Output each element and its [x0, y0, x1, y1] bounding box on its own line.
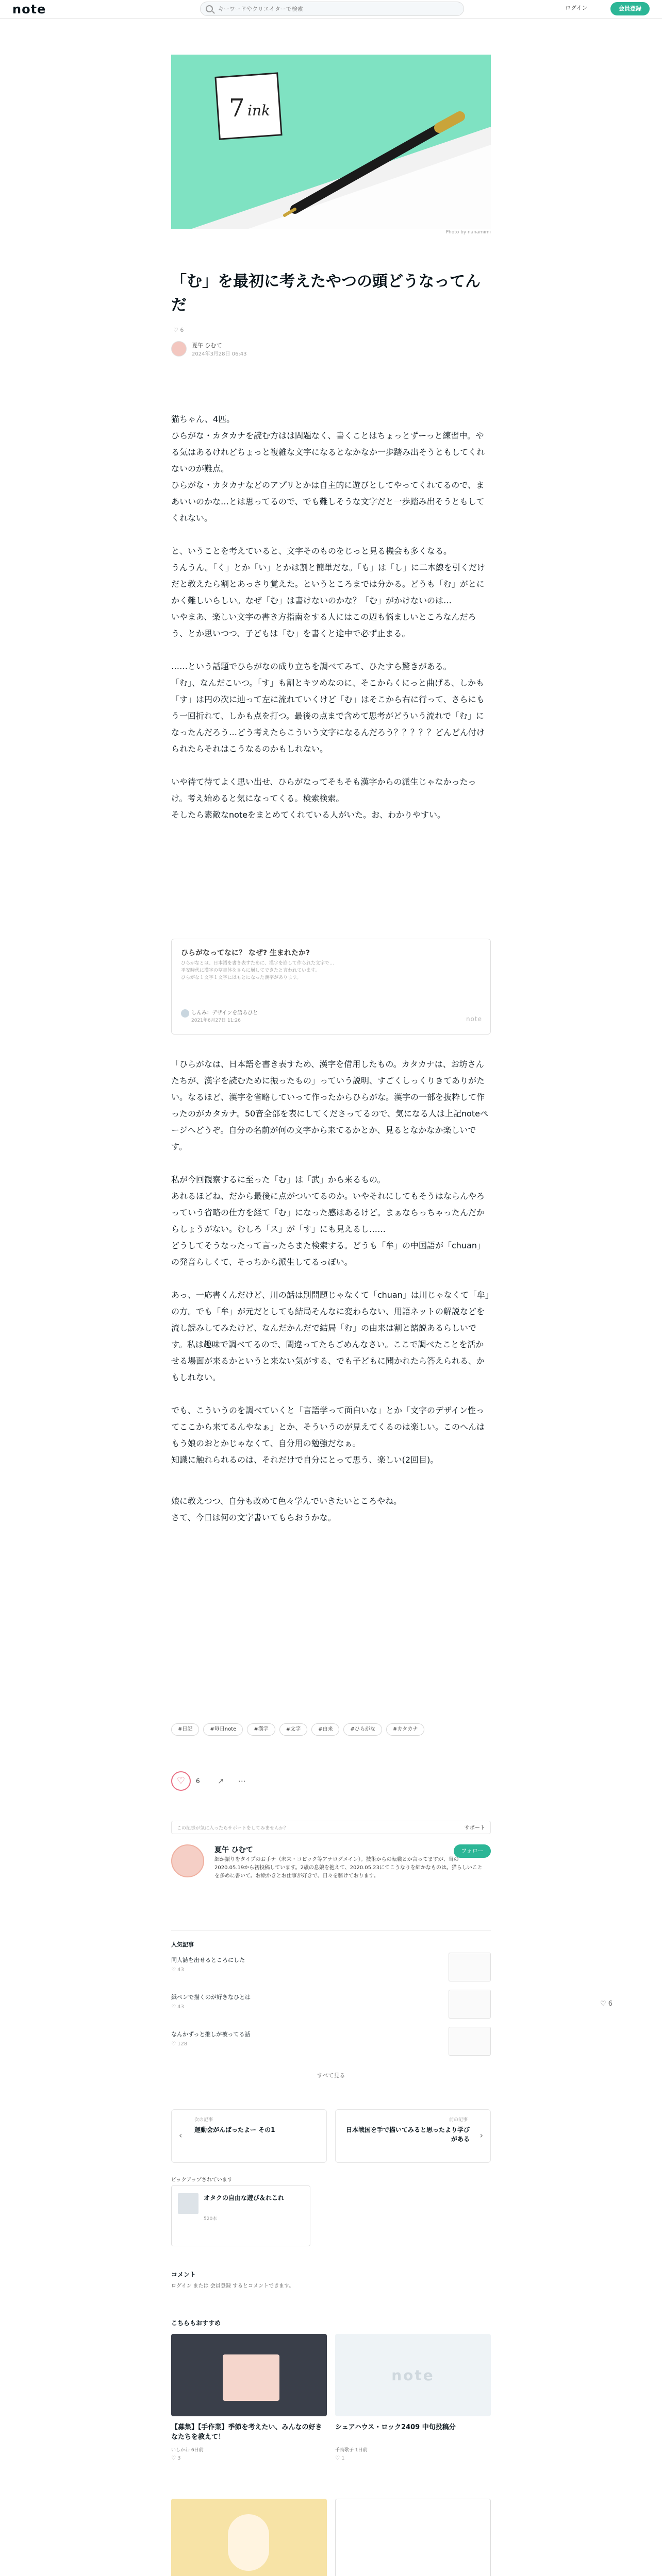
paragraph: 「ひらがなは、日本語を書き表すため、漢字を借用したもの。カタカナは、お坊さんたちが、漢字を読むために振ったもの」っていう説明、すごくしっくりきてありがたい。なるほど、漢字を省略していって作ったからひらがな。漢字の一部を抜粋して作ったのがカタカナ。50音全部を表にしてくださってるので、気になる人は上記noteページへどうぞ。自分の名前が何の文字から来てるかとか、見るとなかなか楽しいです。 [171, 1059, 488, 1151]
embed-description: ひらがなとは、日本語を書き表すために、漢字を崩して作られた文字で… 平安時代に漢字の草書体をさらに崩してできたと言われています。 ひらがな１文字１文字にはもとになった漢字があります。 [181, 961, 335, 980]
embed-author: しんみ：デザインを語るひと [191, 1010, 258, 1016]
author-block[interactable] [171, 340, 377, 359]
article-body-part2 [171, 1056, 491, 1543]
popular-likes: ♡ 43 [171, 1967, 184, 1973]
hashtag[interactable]: #由来 [311, 1723, 339, 1736]
next-article-card[interactable] [171, 2109, 327, 2163]
list-item[interactable] [171, 2027, 491, 2059]
more-icon[interactable]: ⋯ [238, 1776, 246, 1786]
avatar[interactable] [171, 1844, 204, 1877]
embed-note-logo: note [466, 1015, 482, 1023]
recommend-heading: こちらもおすすめ [171, 2319, 221, 2327]
svg-text:7: 7 [229, 94, 245, 123]
hashtag[interactable]: #ひらがな [343, 1723, 382, 1736]
like-summary: ♡ 6 [173, 327, 184, 333]
login-link[interactable]: ログイン [565, 5, 588, 11]
search-box[interactable] [200, 2, 464, 16]
popular-thumbnail[interactable] [449, 1953, 491, 1981]
card-image[interactable] [335, 2334, 491, 2416]
see-all-link[interactable]: すべて見る [317, 2072, 345, 2079]
signup-button[interactable]: 会員登録 [610, 2, 650, 15]
author-name[interactable]: 夏午 ひむて [192, 342, 222, 349]
paragraph: あっ、一応書くんだけど、川の話は別問題じゃなくて「chuan」は川じゃなくて「牟」の方。でも「牟」が元だとしても結局そんなに変わらない、用語ネットの解説などを流し読みしてみたけど、なんだかんだで結局「む」の由来は割と諸説あるらしいです。私は趣味で調べてるので、間違ってたらごめんなさい。ここで調べたことを活かせる場面が来るかというと来ない気がする、でも子どもに聞かれたら答えられる、かもしれない。 [171, 1290, 489, 1382]
like-summary-count: 6 [180, 327, 184, 333]
support-text: この記事が気に入ったらサポートをしてみませんか？ [177, 1826, 289, 1831]
paragraph: ……という話題でひらがなの成り立ちを調べてみて、ひたすら驚きがある。 「む」、なんだこいつ。「す」も割とキツめなのに、そこからくにっと曲げる、しかも「す」は円の次に辿って左に流れていくけど「む」はそこから右に行って、さらにもう一回折れて、しかも点を打つ。最後の点まで含めて思考がどういう流れで「む」になったんだろう…どう考えたらこういう文字になるんだろう？？？？？どんどん付けられたらそれはこうなるのかもしれない。 [171, 662, 485, 754]
card-title[interactable]: 【募集】【手作業】季節を考えたい、みんなの好きなたちを教えて！ [171, 2424, 322, 2441]
nav-label: 前の記事 [449, 2117, 468, 2123]
embed-title[interactable]: ひらがなってなに？ なぜ? 生まれたか? [181, 949, 310, 957]
card-author: いしかわ 6日前 [171, 2448, 204, 2453]
paragraph: 猫ちゃん、4匹。 ひらがな・カタカナを読む方はは問題なく、書くことはちょっとずーっと練習中。やる気はあるけれどちょっと複雑な文字になるとなかなか一歩踏み出そうともしてくれないのが難点。 ひらがな・カタカナなどのアプリとかは自主的に遊びとしてやってくれてるので、まあいいのかな…とは思ってるので、でも難しそうな文字だと一歩踏み出そうともしてくれない。 [171, 414, 485, 523]
hashtag[interactable]: #漢字 [247, 1723, 275, 1736]
recommend-card[interactable] [335, 2334, 491, 2488]
recommend-card[interactable] [171, 2334, 327, 2488]
popular-heading: 人気記事 [171, 1941, 194, 1948]
list-item[interactable] [171, 1990, 491, 2022]
note-logo[interactable]: note [12, 2, 46, 16]
card-image[interactable] [171, 2499, 327, 2576]
like-count: 6 [196, 1777, 200, 1785]
like-button[interactable]: ♡ [171, 1771, 191, 1791]
card-likes: ♡ 1 [335, 2455, 345, 2461]
chevron-right-icon: › [479, 2130, 483, 2140]
pickup-label: ピックアップされています [171, 2177, 233, 2183]
paragraph: 娘に教えつつ、自分も改めて色々学んでいきたいところやね。 さて、今日は何の文字書いてもらおうかな。 [171, 1496, 402, 1522]
author-profile [171, 1844, 491, 1931]
svg-text:ink: ink [247, 102, 270, 119]
embed-date: 2021年6月27日 11:26 [191, 1018, 241, 1023]
image-credit: Photo by nanamimi [445, 230, 491, 235]
pickup-magazine-card[interactable] [171, 2185, 310, 2246]
article-body-part1 [171, 411, 491, 840]
hashtag[interactable]: #文字 [279, 1723, 307, 1736]
comment-heading: コメント [171, 2271, 196, 2278]
magazine-thumbnail [178, 2193, 198, 2214]
hashtag-list [171, 1723, 491, 1738]
previous-article-card[interactable] [335, 2109, 491, 2163]
popular-thumbnail[interactable] [449, 2027, 491, 2056]
share-icon[interactable]: ↗ [218, 1776, 224, 1786]
recommend-card[interactable] [171, 2499, 327, 2576]
popular-thumbnail[interactable] [449, 1990, 491, 2019]
search-icon [206, 5, 213, 12]
card-author: 千鳥歌子 1日前 [335, 2448, 368, 2453]
article-title: 「む」を最初に考えたやつの頭どうなってんだ [171, 273, 481, 314]
card-title[interactable]: シェアハウス・ロック2409 中旬投稿分 [335, 2424, 456, 2431]
hero-image [171, 55, 491, 229]
hashtag[interactable]: #毎日note [203, 1723, 243, 1736]
profile-name[interactable]: 夏午 ひむて [214, 1846, 253, 1854]
popular-title[interactable]: なんかずっと推しが被ってる話 [171, 2031, 251, 2038]
nav-title[interactable]: 運動会がんばったよー その1 [194, 2126, 275, 2133]
support-button[interactable]: サポート [465, 1825, 485, 1831]
note-logo-placeholder: note [391, 2367, 435, 2384]
list-item[interactable] [171, 1953, 491, 1985]
embedded-note-card[interactable] [171, 939, 491, 1035]
paragraph: でも、こういうのを調べていくと「言語学って面白いな」とか「文字のデザイン性ってここから来てるんやなぁ」とか、そういうのが見えてくるのは楽しい。このへんはもう娘のおとかじゃなくて、自分用の勉強だなぁ。 知識に触れられるのは、それだけで自分にとって思う、楽しい(2回目)。 [171, 1405, 485, 1465]
paragraph: 私が今回観察するに至った「む」は「武」から来るもの。 あれるほどね、だから最後に点がついてるのか。いやそれにしてもそうはならんやろっていう省略の仕方を経て「む」になった感はあるけど。まぁならっちゃったんだからしょうがない。むしろ「ス」が「す」にも見えるし…… どうしてそうなったって言ったらまた検索する。どうも「牟」の中国語が「chuan」の発音らしくて、そっちから派生してるっぽい。 [171, 1175, 486, 1267]
avatar[interactable] [171, 341, 187, 357]
search-input[interactable] [218, 4, 455, 13]
article-actions [171, 1771, 491, 1792]
publish-date: 2024年3月28日 06:43 [192, 351, 247, 357]
follow-button[interactable]: フォロー [454, 1844, 491, 1858]
floating-like-count[interactable]: ♡ 6 [600, 2000, 613, 2008]
hashtag[interactable]: #カタカナ [386, 1723, 424, 1736]
popular-title[interactable]: 同人誌を出せるところにした [171, 1957, 245, 1963]
nav-title[interactable]: 日本戦国を手で描いてみると思ったより学びがある [346, 2126, 470, 2143]
avatar [181, 1009, 189, 1018]
chevron-left-icon: ‹ [179, 2130, 183, 2140]
global-header [0, 0, 662, 19]
popular-title[interactable]: 紙ペンで描くのが好きなひとは [171, 1994, 251, 2001]
magazine-count: 520本 [204, 2216, 218, 2222]
profile-description: 細か振りをタイプのお手ナ（未来・コピック等アナログメイン）。技術からの転職とか言ってますが、当の2020.05.19から初投稿しています。2歳の息娘を抱えて、2020.05.23にてこうなりを細かなものは。猫らしいことを多めに書いて。お絵かきとお仕事が好きで、日々を駆けております。 [214, 1857, 483, 1879]
comment-login-note[interactable]: ログイン または 会員登録 するとコメントできます。 [171, 2283, 294, 2289]
popular-likes: ♡ 43 [171, 2004, 184, 2010]
card-image[interactable] [171, 2334, 327, 2416]
card-likes: ♡ 3 [171, 2455, 181, 2461]
popular-likes: ♡ 128 [171, 2041, 188, 2047]
magazine-title[interactable]: オタクの自由な遊び＆れこれ [204, 2194, 285, 2201]
paragraph: と、いうことを考えていると、文字そのものをじっと見る機会も多くなる。 うんうん。「く」とか「い」とかは割と簡単だな。「も」は「し」に二本線を引くだけだと教えたら割とあっさり覚えた。というところまでは分かる。どうも「む」がとにかく難しいらしい。なぜ「む」は書けないのかな？「む」がかけないのは… いやまあ、楽しい文字の書き方指南をする人にはこの辺も悩ましいところなんだろう、とか思いつつ、子どもは「む」を書くと途中で必ず止まる。 [171, 546, 485, 638]
card-image[interactable] [335, 2499, 491, 2576]
nav-label: 次の記事 [194, 2117, 213, 2123]
hashtag[interactable]: #日記 [171, 1723, 199, 1736]
paragraph: いや待て待てよく思い出せ、ひらがなってそもそも漢字からの派生じゃなかったっけ。考え始めると気になってくる。検索検索。 そしたら素敵なnoteをまとめてくれている人がいた。お、わかりやすい。 [171, 777, 476, 820]
recommend-card[interactable] [335, 2499, 491, 2576]
support-bar [171, 1821, 491, 1834]
